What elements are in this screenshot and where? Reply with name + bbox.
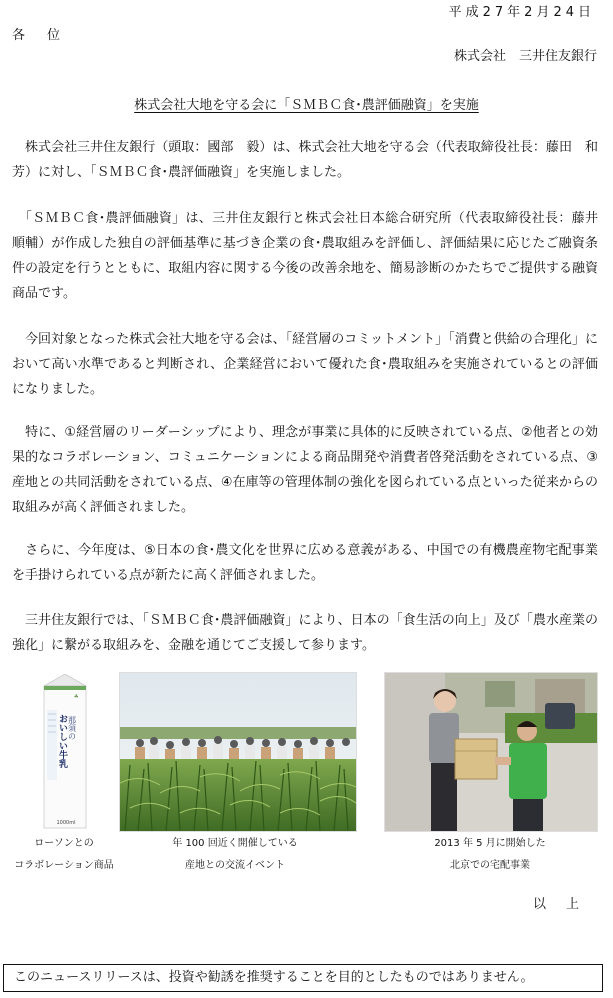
caption-line: 北京での宅配事業 xyxy=(450,860,530,871)
caption-line: 年 100 回近く開催している xyxy=(172,838,298,849)
release-date: 平成27年2月24日 xyxy=(448,5,595,20)
issuer-name: 株式会社 三井住友銀行 xyxy=(453,49,597,64)
paragraph-new-evaluation: さらに、今年度は、⑤日本の食･農文化を世界に広める意義がある、中国での有機農産物宅配事業を手掛けられている点が新たに高く評価されました。 xyxy=(12,543,598,583)
paragraph-intro: 株式会社三井住友銀行（頭取：國部 毅）は、株式会社大地を守る会（代表取締役社長：藤田 和芳）に対し、「ＳＭＢＣ食･農評価融資」を実施しました。 xyxy=(12,140,598,180)
milk-volume: 1000ml xyxy=(56,820,76,826)
release-title: 株式会社大地を守る会に「ＳＭＢＣ食･農評価融資」を実施 xyxy=(134,98,479,113)
caption-line: 2013 年 5 月に開始した xyxy=(434,838,546,849)
milk-label-main: おいしい牛乳 xyxy=(57,714,67,768)
caption-line: ローソンとの xyxy=(34,838,94,849)
field-event-photo xyxy=(119,672,357,832)
milk-carton-photo xyxy=(40,674,90,830)
caption-line: 産地との交流イベント xyxy=(185,860,285,871)
caption-line: コラボレーション商品 xyxy=(14,860,114,871)
delivery-photo xyxy=(384,672,598,832)
closing-mark: 以上 xyxy=(532,897,599,912)
milk-label-top: 那須の xyxy=(67,716,77,740)
disclaimer-box: このニュースリリースは、投資や勧誘を推奨することを目的としたものではありません。 xyxy=(3,964,603,992)
svg-text:☘: ☘ xyxy=(74,694,79,700)
caption-delivery-business xyxy=(394,833,586,877)
paragraph-product-description: 「ＳＭＢＣ食･農評価融資」は、三井住友銀行と株式会社日本総合研究所（代表取締役社長：藤井 順輔）が作成した独自の評価基準に基づき企業の食･農取組みを評価し、評価結果に応じたご融資条件の設定を行うとともに、取組内容に関する今後の改善余地を、簡易診断のかたちでご提供する融資商品です。 xyxy=(12,211,612,301)
caption-collaboration-product xyxy=(0,833,128,877)
paragraph-support: 三井住友銀行では、「ＳＭＢＣ食･農評価融資」により、日本の「食生活の向上」及び「農水産業の強化」に繋がる取組みを、金融を通じてご支援して参ります。 xyxy=(12,613,598,653)
paragraph-evaluation: 今回対象となった株式会社大地を守る会は、「経営層のコミットメント」「消費と供給の合理化」において高い水準であると判断され、企業経営において優れた食･農取組みを実施されているとの評価になりました。 xyxy=(12,332,598,397)
addressee: 各位 xyxy=(12,28,83,43)
paragraph-highlights: 特に、①経営層のリーダーシップにより、理念が事業に具体的に反映されている点、②他者との効果的なコラボレーション、コミュニケーションによる商品開発や消費者啓発活動をされている点、③産地との共同活動をされている点、④在庫等の管理体制の強化を図られている点といった従来からの取組みが高く評価されました。 xyxy=(12,425,598,515)
caption-exchange-event xyxy=(140,833,330,877)
